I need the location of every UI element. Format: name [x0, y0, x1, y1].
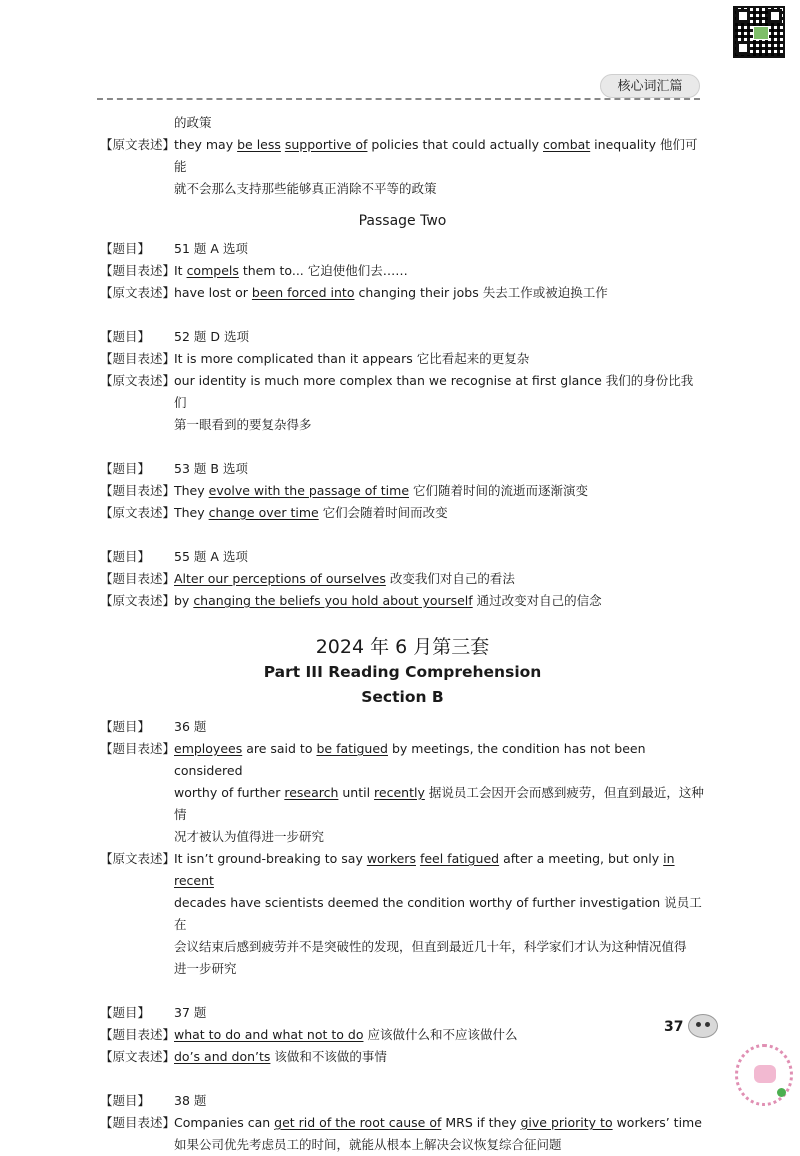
page-number: 37: [664, 1019, 684, 1035]
q36-statement: 【题目表述】 employees are said to be fatigued by meetings, the condition has not been considered: [100, 741, 646, 778]
q51-original: 【原文表述】 have lost or been forced into changing their jobs 失去工作或被迫换工作: [100, 285, 608, 300]
q51-statement: 【题目表述】 It compels them to... 它迫使他们去……: [100, 263, 408, 278]
section-tab: 核心词汇篇: [600, 74, 700, 98]
q37-original: 【原文表述】 do’s and don’ts 该做和不该做的事情: [100, 1049, 387, 1064]
q36-original: 【原文表述】 It isn’t ground-breaking to say workers feel fatigued after a meeting, but only in recent: [100, 851, 675, 888]
q36-topic: 【题目】 36 题: [100, 719, 207, 734]
q53-topic: 【题目】 53 题 B 选项: [100, 461, 248, 476]
q51-topic: 【题目】 51 题 A 选项: [100, 241, 248, 256]
original-text: they may be less supportive of policies that could actually combat inequality 他们可能: [174, 137, 698, 174]
qr-badge-icon: [735, 1044, 793, 1106]
q36-statement-line2: worthy of further research until recently 据说员工会因开会而感到疲劳，但直到最近，这种情: [174, 785, 704, 822]
q52-statement: 【题目表述】 It is more complicated than it appears 它比看起来的更复杂: [100, 351, 530, 366]
q52-topic: 【题目】 52 题 D 选项: [100, 329, 249, 344]
passage-title: Passage Two: [358, 213, 447, 229]
label-original: 【原文表述】: [100, 137, 176, 152]
entry-original: [100, 134, 705, 178]
page-content: [100, 112, 705, 1156]
carry-line: 的政策: [174, 115, 212, 130]
q55-original: 【原文表述】 by changing the beliefs you hold about yourself 通过改变对自己的信念: [100, 593, 602, 608]
q36-original-line4: 进一步研究: [174, 961, 237, 976]
q38-statement-line2: 如果公司优先考虑员工的时间，就能从根本上解决会议恢复综合征问题: [174, 1137, 562, 1152]
q36-original-line2: decades have scientists deemed the condition worthy of further investigation 说员工在: [174, 895, 702, 932]
q37-statement: 【题目表述】 what to do and what not to do 应该做什么和不应该做什么: [100, 1027, 518, 1042]
part-title: Part III Reading Comprehension: [263, 663, 542, 681]
header-divider: [97, 98, 700, 100]
q38-topic: 【题目】 38 题: [100, 1093, 207, 1108]
q36-original-line3: 会议结束后感到疲劳并不是突破性的发现，但直到最近几十年，科学家们才认为这种情况值得: [174, 939, 687, 954]
q53-statement: 【题目表述】 They evolve with the passage of time 它们随着时间的流逝而逐渐演变: [100, 483, 588, 498]
q52-original: 【原文表述】 our identity is much more complex than we recognise at first glance 我们的身份比我们: [100, 373, 694, 410]
q55-statement: 【题目表述】 Alter our perceptions of ourselves 改变我们对自己的看法: [100, 571, 515, 586]
q36-statement-line3: 况才被认为值得进一步研究: [174, 829, 325, 844]
exam-title: 2024 年 6 月第三套: [315, 636, 490, 658]
section-title: Section B: [361, 688, 444, 706]
qr-code-top: [733, 6, 785, 58]
q37-topic: 【题目】 37 题: [100, 1005, 207, 1020]
original-text-line2: 就不会那么支持那些能够真正消除不平等的政策: [174, 181, 437, 196]
q55-topic: 【题目】 55 题 A 选项: [100, 549, 248, 564]
q38-statement: 【题目表述】 Companies can get rid of the root cause of MRS if they give priority to workers’ time: [100, 1115, 702, 1130]
q52-original-line2: 第一眼看到的要复杂得多: [174, 417, 312, 432]
mascot-icon: [688, 1014, 718, 1038]
q53-original: 【原文表述】 They change over time 它们会随着时间而改变: [100, 505, 448, 520]
